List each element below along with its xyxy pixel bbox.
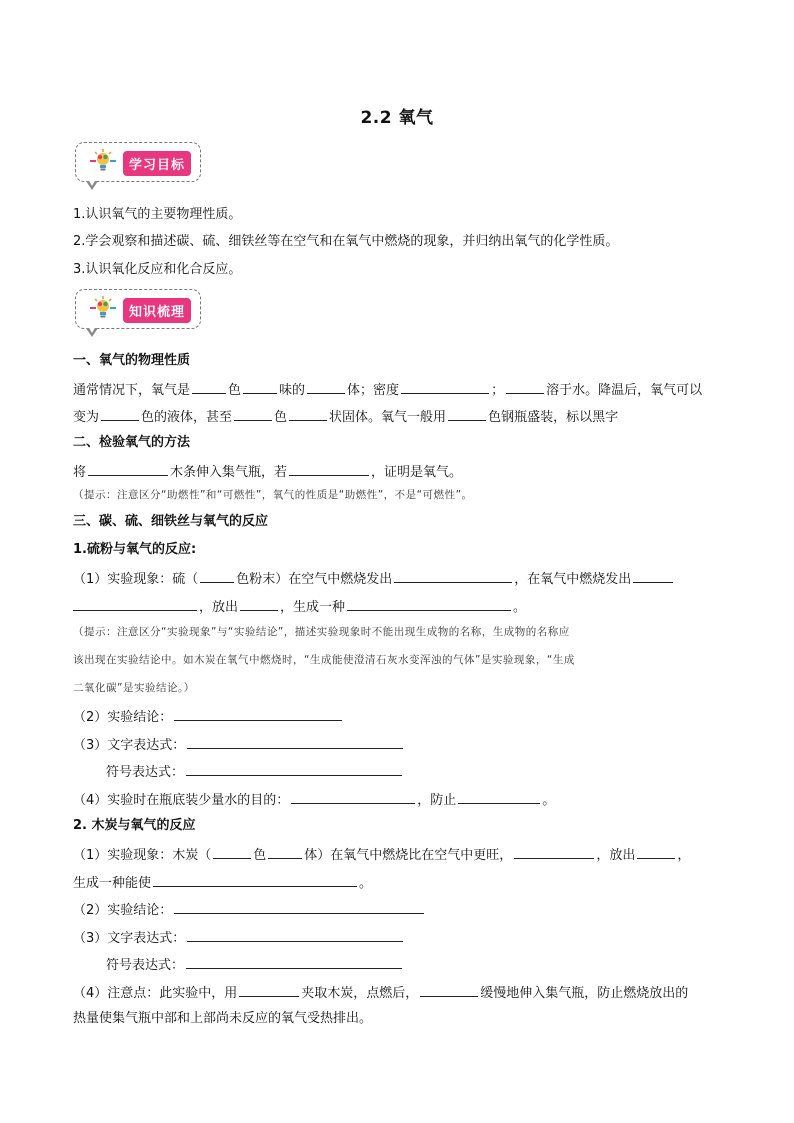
blank-input[interactable] (192, 380, 226, 394)
blank-input[interactable] (187, 735, 403, 749)
blank-input[interactable] (514, 845, 594, 859)
goal-2: 2.学会观察和描述碳、硫、细铁丝等在空气和在氧气中燃烧的现象，并归纳出氧气的化学性质。 (73, 234, 619, 249)
sec2-tip: （提示：注意区分“助燃性”和“可燃性”，氧气的性质是“助燃性”，不是“可燃性”。 (73, 489, 473, 501)
blank-input[interactable] (153, 873, 357, 887)
goals-badge-label: 学习目标 (123, 151, 191, 176)
blank-input[interactable] (268, 845, 302, 859)
blank-input[interactable] (213, 845, 251, 859)
blank-input[interactable] (394, 569, 512, 583)
sulfur-phenomenon-line-1: （1）实验现象：硫（ 色粉末）在空气中燃烧发出 ，在氧气中燃烧发出 (73, 569, 675, 589)
blank-input[interactable] (307, 380, 345, 394)
blank-input[interactable] (291, 790, 415, 804)
section-2-heading: 二、检验氧气的方法 (73, 435, 191, 450)
section-3-heading: 三、碳、硫、细铁丝与氧气的反应 (73, 514, 269, 529)
charcoal-note-line-2: 热量使集气瓶中部和上部尚未反应的氧气受热排出。 (73, 1011, 373, 1026)
blank-input[interactable] (347, 597, 511, 611)
charcoal-phenomenon-line-1: （1）实验现象：木炭（ 色 体）在氧气中燃烧比在空气中更旺， ，放出 ， (73, 845, 690, 865)
charcoal-conclusion: （2）实验结论： (73, 900, 426, 920)
charcoal-phenomenon-line-2: 生成一种能使 。 (73, 873, 372, 893)
sulfur-conclusion: （2）实验结论： (73, 707, 344, 727)
lightbulb-icon (88, 149, 118, 179)
sulfur-symbol-equation: 符号表达式： (106, 762, 404, 782)
blank-input[interactable] (239, 983, 299, 997)
blank-input[interactable] (401, 380, 489, 394)
sec1-line-1: 通常情况下，氧气是 色 味的 体；密度 ； 溶于水。降温后，氧气可以 (73, 380, 702, 400)
blank-input[interactable] (633, 569, 673, 583)
blank-input[interactable] (88, 462, 168, 476)
blank-input[interactable] (101, 407, 139, 421)
lightbulb-icon (88, 296, 118, 326)
charcoal-symbol-equation: 符号表达式： (106, 955, 404, 975)
blank-input[interactable] (289, 462, 369, 476)
blank-input[interactable] (448, 407, 486, 421)
charcoal-word-equation: （3）文字表达式： (73, 928, 405, 948)
blank-input[interactable] (187, 928, 403, 942)
blank-input[interactable] (289, 407, 327, 421)
blank-input[interactable] (186, 762, 402, 776)
sec1-line-2: 变为 色的液体，甚至 色 状固体。氧气一般用 色钢瓶盛装，标以黑字 (73, 407, 618, 427)
goal-1: 1.认识氧气的主要物理性质。 (73, 207, 242, 222)
sulfur-phenomenon-line-2: ，放出 ，生成一种 。 (73, 597, 526, 617)
section-1-heading: 一、氧气的物理性质 (73, 353, 191, 368)
sec2-line-1: 将 木条伸入集气瓶，若 ，证明是氧气。 (73, 462, 462, 482)
knowledge-badge-label: 知识梳理 (123, 298, 191, 323)
sulfur-tip-2: 该出现在实验结论中。如木炭在氧气中燃烧时，“生成能使澄清石灰水变浑浊的气体”是实验现象，“生成 (73, 654, 575, 666)
knowledge-badge (75, 289, 201, 329)
blank-input[interactable] (458, 790, 540, 804)
page-title: 2.2 氧气 (360, 108, 434, 128)
blank-input[interactable] (234, 407, 272, 421)
charcoal-subheading: 2. 木炭与氧气的反应 (73, 818, 196, 833)
blank-input[interactable] (174, 707, 342, 721)
sulfur-water-purpose: （4）实验时在瓶底装少量水的目的： ，防止 。 (73, 790, 555, 810)
blank-input[interactable] (420, 983, 478, 997)
blank-input[interactable] (506, 380, 544, 394)
blank-input[interactable] (200, 569, 234, 583)
blank-input[interactable] (73, 597, 197, 611)
sulfur-tip-1: （提示：注意区分“实验现象”与“实验结论”，描述实验现象时不能出现生成物的名称，生成物的名称应 (73, 626, 570, 638)
blank-input[interactable] (637, 845, 675, 859)
sulfur-subheading: 1.硫粉与氧气的反应: (73, 542, 197, 557)
sulfur-tip-3: 二氧化碳”是实验结论。） (73, 682, 195, 694)
blank-input[interactable] (243, 380, 277, 394)
charcoal-note-line-1: （4）注意点：此实验中，用 夹取木炭，点燃后， 缓慢地伸入集气瓶，防止燃烧放出的 (73, 983, 688, 1003)
goal-3: 3.认识氧化反应和化合反应。 (73, 262, 242, 277)
goals-badge (75, 142, 201, 182)
blank-input[interactable] (174, 900, 424, 914)
blank-input[interactable] (240, 597, 278, 611)
blank-input[interactable] (186, 955, 402, 969)
sulfur-word-equation: （3）文字表达式： (73, 735, 405, 755)
